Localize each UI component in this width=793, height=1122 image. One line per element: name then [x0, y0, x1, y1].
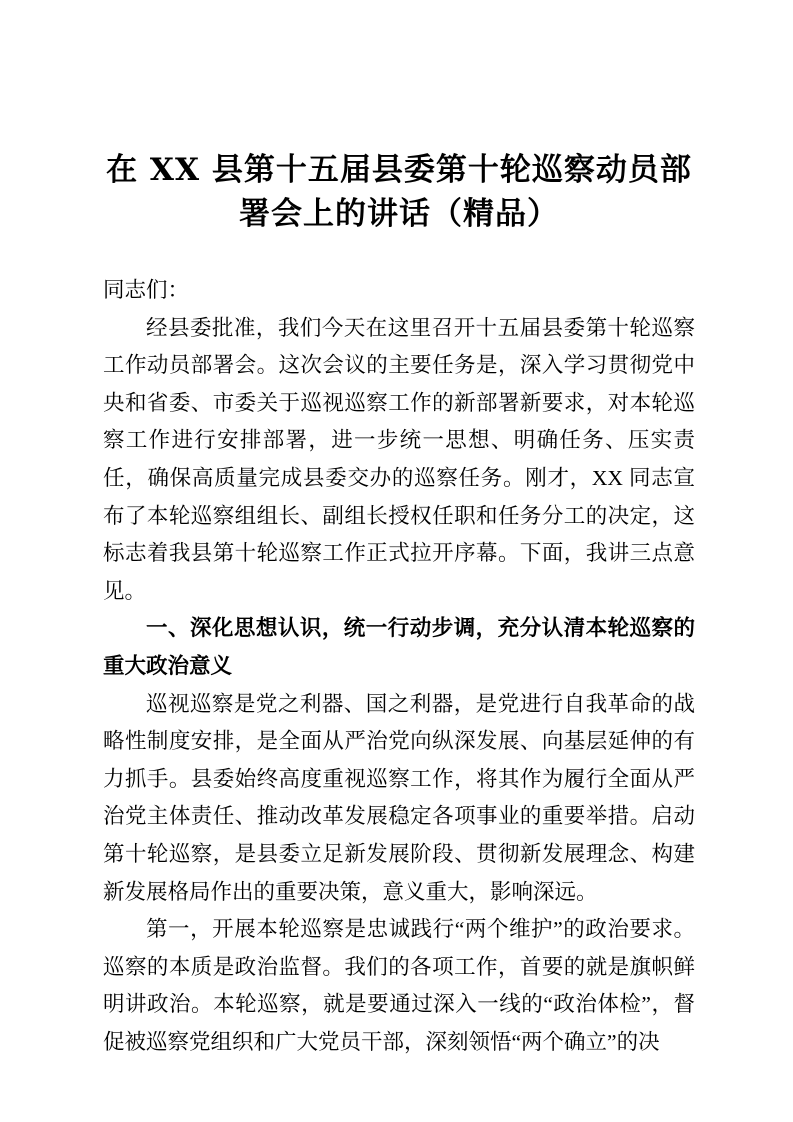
document-title-line-1: 在 XX 县第十五届县委第十轮巡察动员部 [106, 152, 692, 188]
document-title [103, 148, 695, 236]
document-body [103, 272, 695, 1061]
paragraph: 巡视巡察是党之利器、国之利器，是党进行自我革命的战略性制度安排，是全面从严治党向纵深发展、向基层延伸的有力抓手。县委始终高度重视巡察工作，将其作为履行全面从严治党主体责任、推动改革发展稳定各项事业的重要举措。启动第十轮巡察，是县委立足新发展阶段、贯彻新发展理念、构建新发展格局作出的重要决策，意义重大，影响深远。 [103, 691, 695, 904]
section-heading: 一、深化思想认识，统一行动步调，充分认清本轮巡察的重大政治意义 [103, 616, 695, 678]
paragraph: 经县委批准，我们今天在这里召开十五届县委第十轮巡察工作动员部署会。这次会议的主要任务是，深入学习贯彻党中央和省委、市委关于巡视巡察工作的新部署新要求，对本轮巡察工作进行安排部署，进一步统一思想、明确任务、压实责任，确保高质量完成县委交办的巡察任务。刚才，XX 同志宣布了本轮巡察组组长、副组长授权任职和任务分工的决定，这标志着我县第十轮巡察工作正式拉开序幕。下面，我讲三点意见。 [103, 315, 695, 603]
document-title-line-2: 署会上的讲话（精品） [239, 196, 559, 232]
paragraph: 同志们： [103, 278, 190, 302]
paragraph: 第一，开展本轮巡察是忠诚践行“两个维护”的政治要求。巡察的本质是政治监督。我们的各项工作，首要的就是旗帜鲜明讲政治。本轮巡察，就是要通过深入一线的“政治体检”，督促被巡察党组织和广大党员干部，深刻领悟“两个确立”的决 [103, 917, 695, 1054]
